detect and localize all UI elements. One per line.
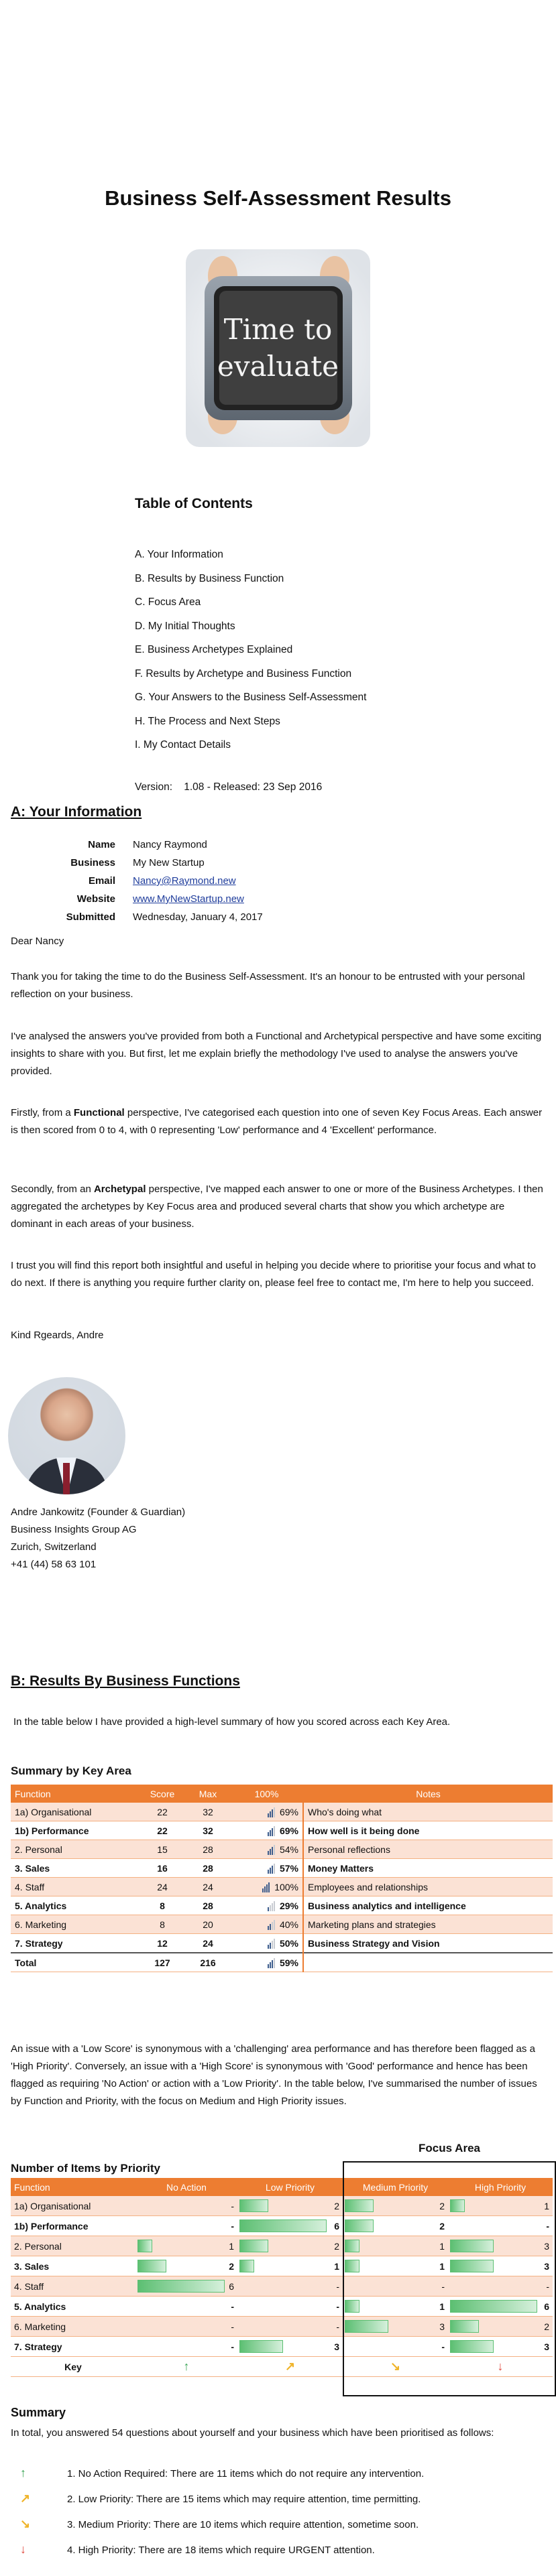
- table1-title: Summary by Key Area: [11, 1764, 131, 1777]
- percent-value: 100%: [274, 1881, 298, 1892]
- percent-value: 29%: [279, 1900, 298, 1911]
- notes-cell: Marketing plans and strategies: [303, 1915, 553, 1934]
- data-bar: [239, 2219, 327, 2232]
- max-cell: 28: [185, 1859, 231, 1878]
- summary-item: [20, 2486, 424, 2512]
- function-cell: 1a) Organisational: [11, 1803, 140, 1821]
- count-value: 1: [439, 2260, 445, 2272]
- max-cell: 24: [185, 1934, 231, 1953]
- report-title: Business Self-Assessment Results: [105, 186, 451, 210]
- field-label: Website: [76, 893, 115, 905]
- summary-text: 4. High Priority: There are 18 items which require URGENT attention.: [67, 2545, 375, 2556]
- count-value: 2: [229, 2260, 234, 2272]
- function-cell: 1b) Performance: [11, 2216, 135, 2236]
- summary-heading: Summary: [11, 2406, 66, 2419]
- low-priority-cell: [237, 2196, 343, 2216]
- data-bar: [239, 2260, 254, 2272]
- signature-block: [11, 1504, 185, 1573]
- name-value: Nancy Raymond: [133, 839, 207, 850]
- count-value: -: [546, 2220, 549, 2232]
- paragraph-functional: [11, 1104, 547, 1139]
- chalk-text-1: Time to: [223, 313, 333, 346]
- section-a-heading: A: Your Information: [11, 804, 142, 820]
- col-score: Score: [140, 1785, 185, 1803]
- signal-bars-icon: [268, 1807, 276, 1817]
- signature-line: Business Insights Group AG: [11, 1524, 137, 1535]
- section-b-intro: In the table below I have provided a high-level summary of how you scored across each Key Area.: [13, 1716, 451, 1728]
- chalk-text-2: evaluate: [217, 350, 339, 383]
- table-row: [11, 1803, 553, 1821]
- score-cell: 12: [140, 1934, 185, 1953]
- text: Secondly, from an: [11, 1183, 94, 1195]
- count-value: 2: [334, 2200, 339, 2211]
- no-action-cell: [135, 2337, 237, 2357]
- percent-cell: [231, 1859, 303, 1878]
- signature-line: Andre Jankowitz (Founder & Guardian): [11, 1506, 186, 1518]
- no-action-cell: [135, 2216, 237, 2236]
- toc-item[interactable]: B. Results by Business Function: [135, 572, 284, 584]
- toc-item[interactable]: I. My Contact Details: [135, 739, 231, 751]
- toc-item[interactable]: C. Focus Area: [135, 596, 201, 608]
- table-of-contents: [135, 543, 366, 757]
- col-no-action: No Action: [135, 2178, 237, 2196]
- summary-item: [20, 2537, 424, 2563]
- count-value: 1: [439, 2301, 445, 2312]
- key-cell: [135, 2357, 237, 2377]
- percent-cell: [231, 1915, 303, 1934]
- notes-cell: Money Matters: [303, 1859, 553, 1878]
- max-cell: 28: [185, 1840, 231, 1859]
- down-right-arrow-icon: ↘: [390, 2360, 401, 2373]
- toc-item[interactable]: H. The Process and Next Steps: [135, 715, 280, 727]
- col-high-priority: High Priority: [448, 2178, 553, 2196]
- email-link[interactable]: Nancy@Raymond.new: [133, 875, 236, 887]
- signoff: Kind Rgeards, Andre: [11, 1330, 104, 1341]
- toc-item[interactable]: F. Results by Archetype and Business Function: [135, 667, 352, 680]
- count-value: 6: [544, 2301, 549, 2312]
- signal-bars-icon: [262, 1882, 270, 1892]
- notes-cell: Who's doing what: [303, 1803, 553, 1821]
- total-percent: [231, 1953, 303, 1972]
- summary-by-key-area-table: [11, 1785, 553, 1972]
- count-value: 1: [544, 2200, 549, 2211]
- summary-item: [20, 2512, 424, 2537]
- function-cell: 5. Analytics: [11, 2297, 135, 2317]
- notes-cell: Business analytics and intelligence: [303, 1896, 553, 1915]
- summary-list: [20, 2461, 424, 2563]
- author-portrait: [8, 1377, 125, 1494]
- field-label: Email: [88, 875, 115, 887]
- percent-value: 59%: [279, 1957, 298, 1968]
- score-cell: 8: [140, 1896, 185, 1915]
- text: perspective, I've categorised each question into one of seven Key Focus Areas. Each answer is then scored from 0 to 4, with 0 representing 'Low' performance and 4 'Excellent' performance.: [11, 1107, 543, 1136]
- greeting: Dear Nancy: [11, 936, 64, 947]
- score-cell: 22: [140, 1803, 185, 1821]
- function-cell: 4. Staff: [11, 1878, 140, 1896]
- percent-value: 40%: [279, 1919, 298, 1930]
- count-value: 2: [439, 2200, 445, 2211]
- col-medium-priority: Medium Priority: [343, 2178, 448, 2196]
- count-value: -: [231, 2341, 234, 2352]
- count-value: 6: [334, 2220, 339, 2232]
- max-cell: 20: [185, 1915, 231, 1934]
- down-right-arrow-icon: ↘: [20, 2517, 31, 2530]
- down-arrow-icon: ↓: [20, 2542, 26, 2556]
- submitted-value: Wednesday, January 4, 2017: [133, 911, 263, 923]
- col-max: Max: [185, 1785, 231, 1803]
- toc-item[interactable]: E. Business Archetypes Explained: [135, 644, 293, 655]
- count-value: -: [336, 2301, 339, 2312]
- text: Firstly, from a: [11, 1107, 74, 1118]
- toc-item[interactable]: A. Your Information: [135, 549, 223, 560]
- text-bold: Archetypal: [93, 1183, 146, 1195]
- data-bar: [239, 2340, 283, 2353]
- focus-area-label: Focus Area: [419, 2142, 480, 2154]
- table-row: [11, 1878, 553, 1896]
- table-row: [11, 1896, 553, 1915]
- count-value: -: [231, 2220, 234, 2232]
- signal-bars-icon: [268, 1863, 276, 1874]
- notes-cell: Business Strategy and Vision: [303, 1934, 553, 1953]
- no-action-cell: [135, 2196, 237, 2216]
- table2-title: Number of Items by Priority: [11, 2162, 160, 2175]
- max-cell: 32: [185, 1803, 231, 1821]
- count-value: 3: [544, 2240, 549, 2252]
- max-cell: 28: [185, 1896, 231, 1915]
- toc-item[interactable]: G. Your Answers to the Business Self-Assessment: [135, 692, 367, 703]
- percent-cell: [231, 1878, 303, 1896]
- low-priority-cell: [237, 2256, 343, 2276]
- summary-item: [20, 2461, 424, 2486]
- signal-bars-icon: [268, 1938, 276, 1949]
- data-bar: [239, 2199, 268, 2212]
- text: perspective, I've mapped each answer to one or more of the Business Archetypes. I then aggregated the archetypes by Key Focus area and produced several charts that show you which archetype are dominant in each areas of your business.: [11, 1183, 543, 1230]
- col-percent: 100%: [231, 1785, 303, 1803]
- table-row: [11, 1840, 553, 1859]
- score-cell: 15: [140, 1840, 185, 1859]
- count-value: -: [231, 2200, 234, 2211]
- summary-intro: In total, you answered 54 questions about yourself and your business which have been prioritised as follows:: [11, 2427, 494, 2439]
- key-cell: [237, 2357, 343, 2377]
- count-value: -: [336, 2321, 339, 2332]
- business-value: My New Startup: [133, 857, 205, 868]
- low-priority-cell: [237, 2276, 343, 2297]
- count-value: 2: [439, 2220, 445, 2232]
- count-value: 1: [439, 2240, 445, 2252]
- summary-text: 2. Low Priority: There are 15 items which may require attention, time permitting.: [67, 2494, 421, 2505]
- count-value: -: [231, 2321, 234, 2332]
- function-cell: 1b) Performance: [11, 1821, 140, 1840]
- col-function: Function: [11, 1785, 140, 1803]
- percent-cell: [231, 1821, 303, 1840]
- info-table: [40, 835, 264, 927]
- col-function: Function: [11, 2178, 135, 2196]
- notes-cell: Employees and relationships: [303, 1878, 553, 1896]
- portrait-tie: [63, 1463, 70, 1494]
- summary-text: 1. No Action Required: There are 11 items which do not require any intervention.: [67, 2468, 425, 2480]
- signal-bars-icon: [268, 1901, 276, 1911]
- score-cell: 24: [140, 1878, 185, 1896]
- percent-cell: [231, 1840, 303, 1859]
- count-value: 1: [229, 2240, 234, 2252]
- count-value: 3: [334, 2341, 339, 2352]
- notes-cell: How well is it being done: [303, 1821, 553, 1840]
- signal-bars-icon: [268, 1825, 276, 1836]
- score-cell: 22: [140, 1821, 185, 1840]
- function-cell: 4. Staff: [11, 2276, 135, 2297]
- table-row: [11, 1915, 553, 1934]
- max-cell: 32: [185, 1821, 231, 1840]
- percent-cell: [231, 1803, 303, 1821]
- paragraph-archetypal: [11, 1181, 547, 1233]
- up-arrow-icon: ↑: [183, 2360, 190, 2373]
- no-action-cell: [135, 2236, 237, 2256]
- score-cell: 16: [140, 1859, 185, 1878]
- score-cell: 8: [140, 1915, 185, 1934]
- function-cell: 1a) Organisational: [11, 2196, 135, 2216]
- notes-cell: Personal reflections: [303, 1840, 553, 1859]
- function-cell: 2. Personal: [11, 2236, 135, 2256]
- count-value: 3: [439, 2321, 445, 2332]
- down-arrow-icon: ↓: [497, 2360, 504, 2373]
- low-priority-cell: [237, 2236, 343, 2256]
- col-notes: Notes: [303, 1785, 553, 1803]
- low-priority-cell: [237, 2297, 343, 2317]
- count-value: 1: [334, 2260, 339, 2272]
- count-value: -: [231, 2301, 234, 2312]
- function-cell: 7. Strategy: [11, 1934, 140, 1953]
- time-to-evaluate-image: [186, 249, 370, 447]
- summary-text: 3. Medium Priority: There are 10 items which require attention, sometime soon.: [67, 2519, 419, 2530]
- count-value: 2: [334, 2240, 339, 2252]
- total-row: [11, 1953, 553, 1972]
- chalkboard-illustration: [186, 249, 370, 447]
- function-cell: 3. Sales: [11, 2256, 135, 2276]
- signal-bars-icon: [268, 1844, 276, 1855]
- percent-value: 69%: [279, 1825, 298, 1836]
- no-action-cell: [135, 2297, 237, 2317]
- no-action-cell: [135, 2256, 237, 2276]
- version-info: Version: 1.08 - Released: 23 Sep 2016: [135, 781, 323, 793]
- signal-bars-icon: [268, 1919, 276, 1930]
- no-action-cell: [135, 2276, 237, 2297]
- field-label: Submitted: [66, 911, 115, 923]
- percent-cell: [231, 1896, 303, 1915]
- text-bold: Functional: [73, 1107, 125, 1118]
- signature-line: +41 (44) 58 63 101: [11, 1559, 97, 1570]
- no-action-cell: [135, 2317, 237, 2337]
- data-bar: [137, 2260, 166, 2272]
- count-value: 6: [229, 2280, 234, 2292]
- function-cell: 3. Sales: [11, 1859, 140, 1878]
- function-cell: 7. Strategy: [11, 2337, 135, 2357]
- total-score: 127: [140, 1953, 185, 1972]
- field-label: Business: [70, 857, 115, 868]
- function-cell: 6. Marketing: [11, 1915, 140, 1934]
- count-value: 3: [544, 2260, 549, 2272]
- paragraph-priority: An issue with a 'Low Score' is synonymous with a 'challenging' area performance and has therefore been flagged as a 'High Priority'. Conversely, an issue with a 'High Score' is synonymous with 'Good' performance and hence has been flagged as requiring 'No Action' or action with a 'Low Priority'. In the table below, I've summarised the number of issues by Function and Priority, with the focus on Medium and High Priority issues.: [11, 2043, 537, 2107]
- signature-line: Zurich, Switzerland: [11, 1541, 97, 1553]
- col-low-priority: Low Priority: [237, 2178, 343, 2196]
- total-label: Total: [11, 1953, 140, 1972]
- count-value: -: [546, 2280, 549, 2292]
- count-value: 2: [544, 2321, 549, 2332]
- percent-cell: [231, 1934, 303, 1953]
- paragraph-thanks: Thank you for taking the time to do the Business Self-Assessment. It's an honour to be entrusted with your personal reflection on your business.: [11, 971, 525, 1000]
- count-value: -: [441, 2280, 445, 2292]
- percent-value: 54%: [279, 1844, 298, 1855]
- max-cell: 24: [185, 1878, 231, 1896]
- signal-bars-icon: [268, 1957, 276, 1968]
- paragraph-trust: I trust you will find this report both insightful and useful in helping you decide where to prioritise your focus and what to do next. If there is anything you require further clarity on, please feel free to contact me, I'm here to help you succeed.: [11, 1260, 536, 1289]
- percent-value: 57%: [279, 1862, 298, 1874]
- table-row: [11, 1934, 553, 1953]
- function-cell: 2. Personal: [11, 1840, 140, 1859]
- count-value: -: [441, 2341, 445, 2352]
- data-bar: [137, 2280, 225, 2293]
- total-max: 216: [185, 1953, 231, 1972]
- data-bar: [137, 2240, 152, 2252]
- key-label: Key: [11, 2357, 135, 2377]
- field-label: Name: [88, 839, 115, 850]
- notes-cell: [303, 1953, 553, 1972]
- table-row: [11, 1821, 553, 1840]
- percent-value: 69%: [279, 1806, 298, 1817]
- low-priority-cell: [237, 2216, 343, 2236]
- website-link[interactable]: www.MyNewStartup.new: [133, 893, 244, 905]
- toc-item[interactable]: D. My Initial Thoughts: [135, 620, 235, 632]
- toc-heading: Table of Contents: [135, 496, 253, 511]
- low-priority-cell: [237, 2317, 343, 2337]
- paragraph-method: I've analysed the answers you've provided from both a Functional and Archetypical perspective and have some exciting insights to share with you. But first, let me explain briefly the methodology I've used to analyse the answers you've provided.: [11, 1031, 542, 1077]
- section-b-heading: B: Results By Business Functions: [11, 1673, 240, 1689]
- function-cell: 5. Analytics: [11, 1896, 140, 1915]
- table-row: [11, 1859, 553, 1878]
- up-arrow-icon: ↑: [20, 2466, 26, 2480]
- percent-value: 50%: [279, 1937, 298, 1949]
- function-cell: 6. Marketing: [11, 2317, 135, 2337]
- focus-area-box: [343, 2161, 556, 2396]
- count-value: -: [336, 2280, 339, 2292]
- low-priority-cell: [237, 2337, 343, 2357]
- up-right-arrow-icon: ↗: [20, 2492, 31, 2505]
- up-right-arrow-icon: ↗: [284, 2360, 296, 2373]
- count-value: 3: [544, 2341, 549, 2352]
- data-bar: [239, 2240, 268, 2252]
